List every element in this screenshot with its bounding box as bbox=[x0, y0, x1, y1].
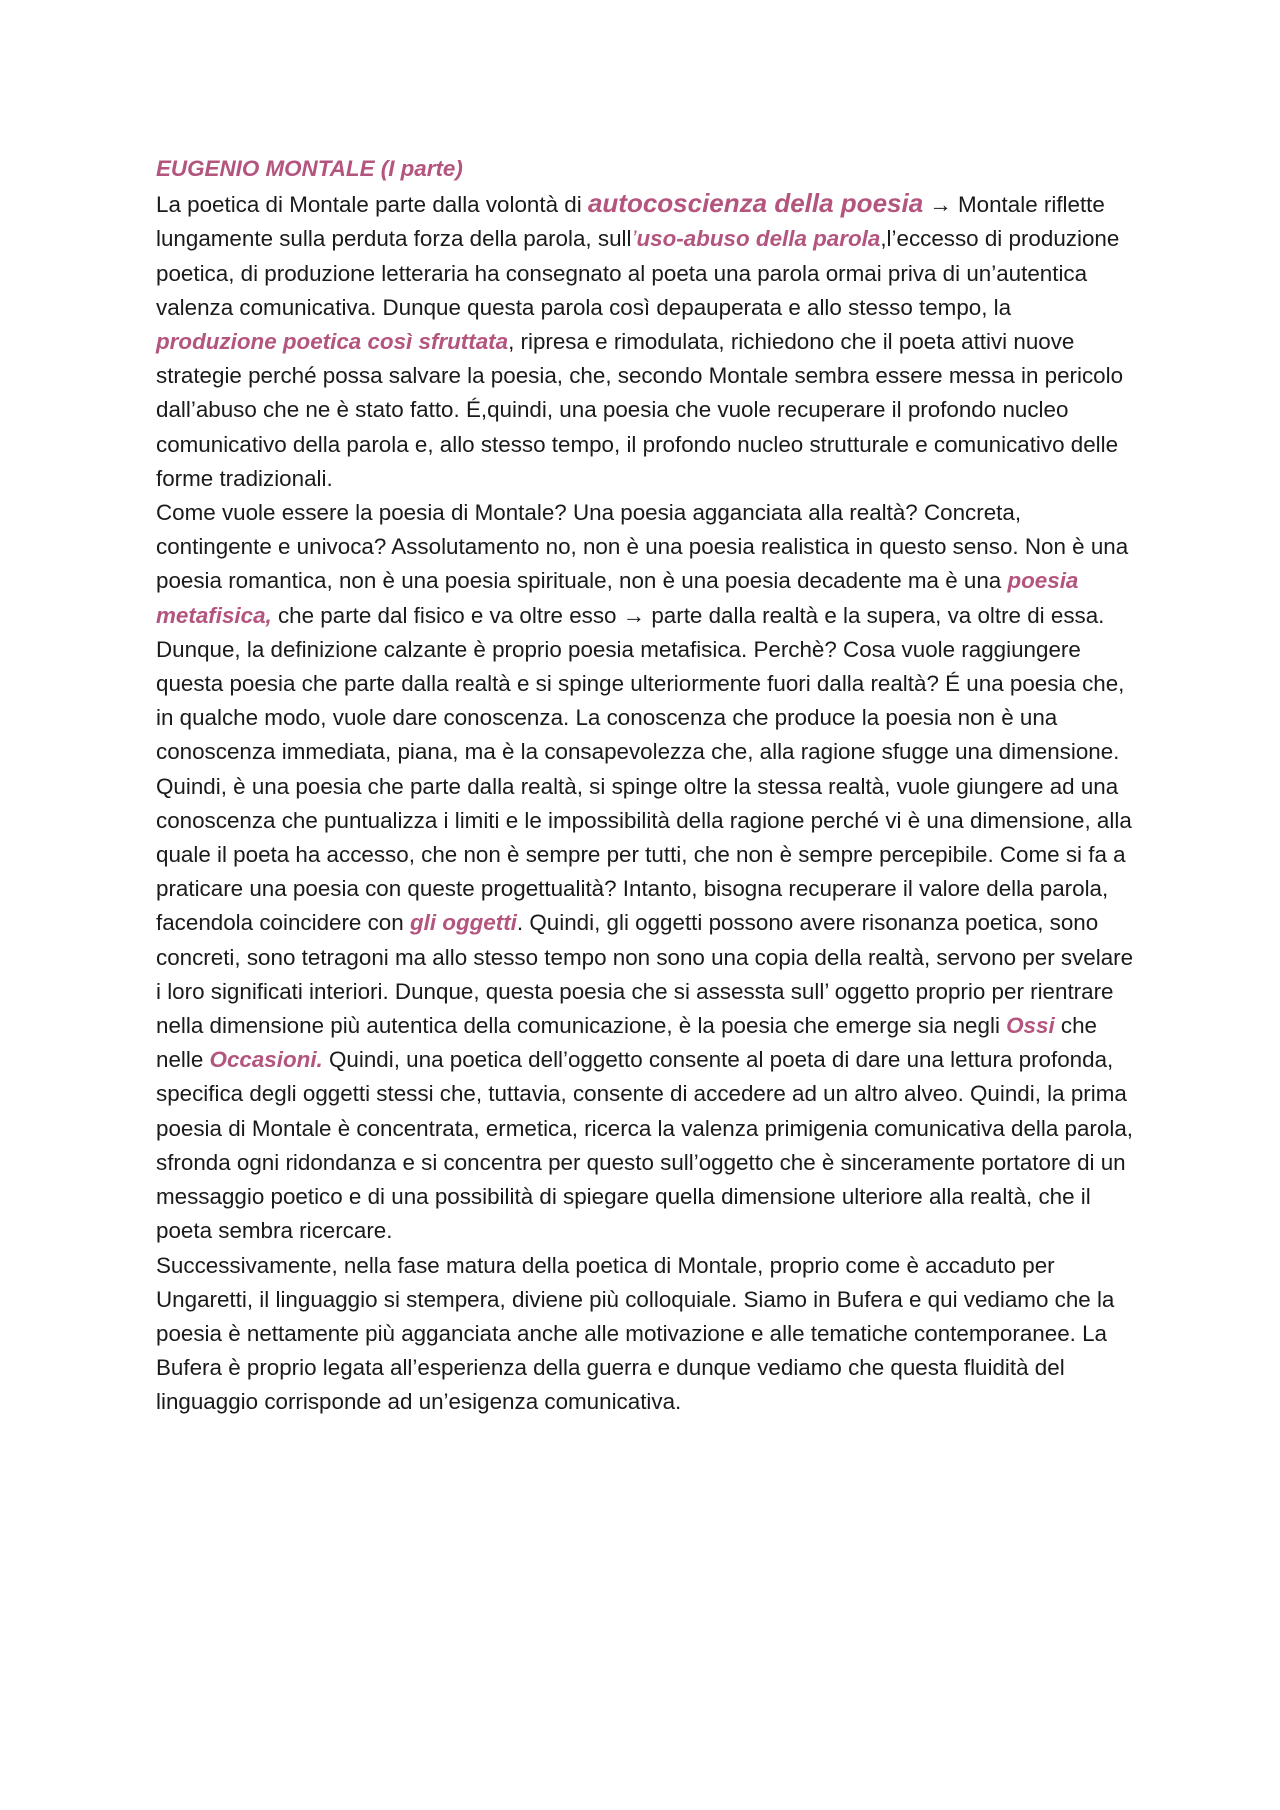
p2-text-5: Quindi, una poetica dell’oggetto consente al poeta di dare una lettura profonda, specifica degli oggetti stessi che, tuttavia, consente di accedere ad un altro alveo. Quindi, la prima poesia di Montale è concentrata, ermetica, ricerca la valenza primigenia comunicativa della parola, sfronda ogni ridondanza e si concentra per questo sull’oggetto che è sinceramente portatore di un messaggio poetico e di una possibilità di spiegare quella dimensione ulteriore alla realtà, che il poeta sembra ricercare. bbox=[156, 1047, 1133, 1244]
p1-text-1: La poetica di Montale parte dalla volontà di bbox=[156, 192, 588, 218]
p1-text-4: , ripresa e rimodulata, richiedono che il poeta attivi nuove strategie perché possa salvare la poesia, che, secondo Montale sembra essere messa in pericolo dall’abuso che ne è stato fatto. É,quindi, una poesia che vuole recuperare il profondo nucleo comunicativo della parola e, allo stesso tempo, il profondo nucleo strutturale e comunicativo delle forme tradizionali. bbox=[156, 329, 1124, 491]
p1-highlight-produzione: produzione poetica così sfruttata bbox=[156, 329, 509, 355]
p2-text-2: che parte dal fisico e va oltre esso → parte dalla realtà e la supera, va oltre di essa. Dunque, la definizione calzante è proprio poesia metafisica. Perchè? Cosa vuole raggiungere questa poesia che parte dalla realtà e si spinge ulteriormente fuori dalla realtà? É una poesia che, in qualche modo, vuole dare conoscenza. La conoscenza che produce la poesia non è una conoscenza immediata, piana, ma è la consapevolezza che, alla ragione sfugge una dimensione. Quindi, è una poesia che parte dalla realtà, si spinge oltre la stessa realtà, vuole giungere ad una conoscenza che puntualizza i limiti e le impossibilità della ragione perché vi è una dimensione, alla quale il poeta ha accesso, che non è sempre per tutti, che non è sempre percepibile. Come si fa a praticare una poesia con queste progettualità? Intanto, bisogna recuperare il valore della parola, facendola coincidere con bbox=[156, 602, 1132, 936]
document-page bbox=[156, 152, 1136, 1420]
p1-text-3: ,l’eccesso di produzione poetica, di produzione letteraria ha consegnato al poeta una parola ormai priva di un’autentica valenza comunicativa. Dunque questa parola così depauperata e allo stesso tempo, la bbox=[156, 226, 1120, 320]
p1-text-2: → Montale riflette lungamente sulla perduta forza della parola, sull bbox=[156, 192, 1105, 252]
paragraph-2 bbox=[156, 496, 1136, 1248]
p2-highlight-ossi: Ossi bbox=[1006, 1013, 1055, 1039]
p1-highlight-apostrophe: ’ bbox=[631, 226, 637, 252]
paragraph-1 bbox=[156, 186, 1136, 496]
p2-highlight-oggetti: gli oggetti bbox=[409, 910, 517, 936]
p2-text-3: . Quindi, gli oggetti possono avere risonanza poetica, sono concreti, sono tetragoni ma allo stesso tempo non sono una copia della realtà, servono per svelare i loro significati interiori. Dunque, questa poesia che si assessta sull’ oggetto proprio per rientrare nella dimensione più autentica della comunicazione, è la poesia che emerge sia negli bbox=[156, 910, 1134, 1039]
p1-highlight-autocoscienza: autocoscienza della poesia bbox=[587, 188, 924, 219]
paragraph-3 bbox=[156, 1249, 1136, 1420]
document-title: EUGENIO MONTALE (I parte) bbox=[156, 156, 463, 181]
p2-text-4: che nelle bbox=[156, 1013, 1098, 1073]
p2-highlight-metafisica: poesia metafisica, bbox=[156, 568, 1079, 628]
p2-highlight-occasioni: Occasioni. bbox=[209, 1047, 323, 1073]
p3-text-1: Successivamente, nella fase matura della poetica di Montale, proprio come è accaduto per Ungaretti, il linguaggio si stempera, diviene più colloquiale. Siamo in Bufera e qui vediamo che la poesia è nettamente più agganciata anche alle motivazione e alle tematiche contemporanee. La Bufera è proprio legata all’esperienza della guerra e dunque vediamo che questa fluidità del linguaggio corrisponde ad un’esigenza comunicativa. bbox=[156, 1252, 1115, 1415]
p2-text-1: Come vuole essere la poesia di Montale? Una poesia agganciata alla realtà? Concreta, contingente e univoca? Assolutamento no, non è una poesia realistica in questo senso. Non è una poesia romantica, non è una poesia spirituale, non è una poesia decadente ma è una bbox=[156, 500, 1129, 594]
p1-highlight-uso-abuso: uso-abuso della parola bbox=[636, 226, 881, 252]
